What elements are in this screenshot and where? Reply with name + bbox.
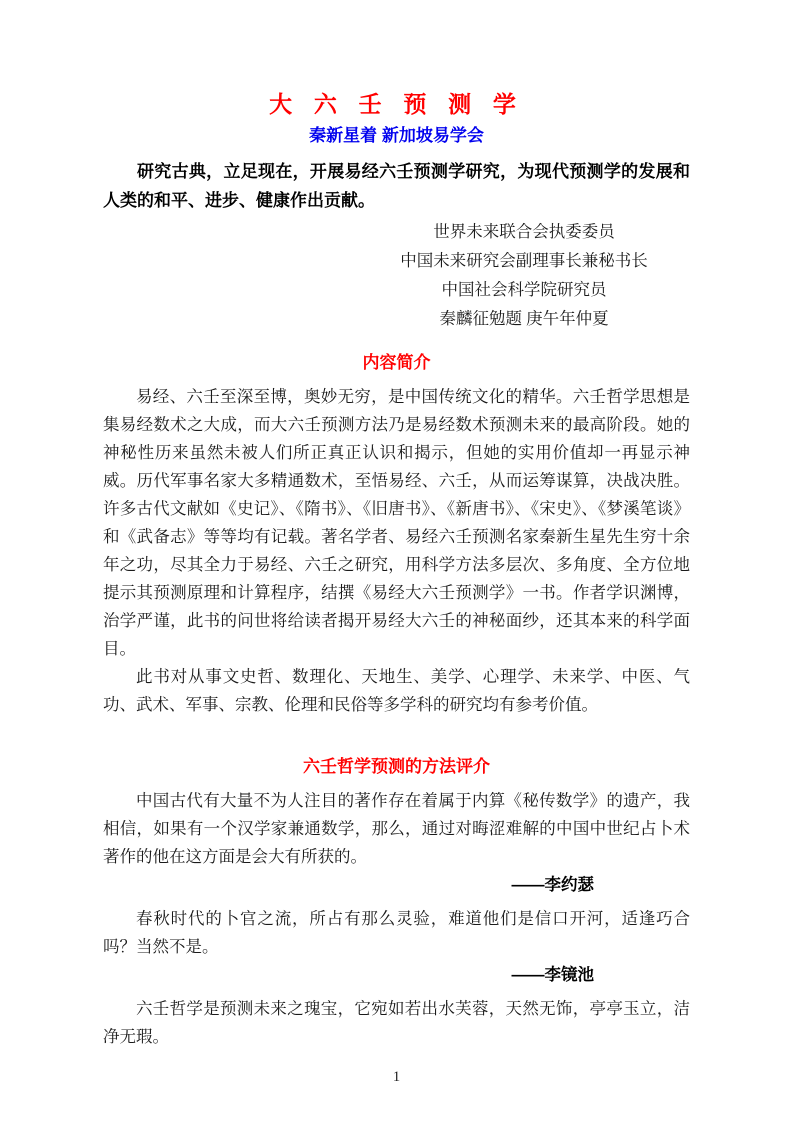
quote-attribution: ——李约瑟 [511,876,594,894]
body-paragraph: 易经、六壬至深至博，奥妙无穷，是中国传统文化的精华。六壬哲学思想是集易经数术之大成，而大六壬预测方法乃是易经数术预测未来的最高阶段。她的神秘性历来虽然未被人们所正真正认识和揭示，但她的实用价值却一再显示神威。历代军事名家大多精通数术，至悟易经、六壬，从而运筹谋算，决战决胜。许多古代文献如《史记》、《隋书》、《旧唐书》、《新唐书》、《宋史》、《梦溪笔谈》和《武备志》等等均有记载。著名学者、易经六壬预测名家秦新生星先生穷十余年之功，尽其全力于易经、六壬之研究，用科学方法多层次、多角度、全方位地提示其预测原理和计算程序，结撰《易经大六壬预测学》一书。作者学识渊博，治学严谨，此书的问世将给读者揭开易经大六壬的神秘面纱，还其本来的科学面目。 [103,387,690,658]
quote-paragraph: 春秋时代的卜官之流，所占有那么灵验，难道他们是信口开河，适逢巧合吗？当然不是。 [103,909,690,956]
quote-paragraph: 六壬哲学是预测未来之瑰宝，它宛如若出水芙蓉，天然无饰，亭亭玉立，洁净无瑕。 [103,999,690,1046]
credential-line: 中国未来研究会副理事长兼秘书长 [400,251,648,270]
quote-paragraph: 中国古代有大量不为人注目的著作存在着属于内算《秘传数学》的遗产，我相信，如果有一个汉学家兼通数学，那么，通过对晦涩难解的中国中世纪占卜术著作的他在这方面是会大有所获的。 [103,791,690,866]
mission-statement: 研究古典，立足现在，开展易经六壬预测学研究，为现代预测学的发展和人类的和平、进步、健康作出贡献。 [103,162,690,210]
body-paragraph: 此书对从事文史哲、数理化、天地生、美学、心理学、未来学、中医、气功、武术、军事、宗教、伦理和民俗等多学科的研究均有参考价值。 [103,667,690,714]
credentials-block [384,217,664,333]
quote-attribution: ——李镜池 [511,966,594,984]
section-heading-review: 六壬哲学预测的方法评介 [303,757,490,776]
page-title: 大 六 壬 预 测 学 [269,92,524,117]
section-heading-intro: 内容简介 [362,353,431,372]
byline: 秦新星着 新加坡易学会 [309,126,484,145]
credential-line: 世界未来联合会执委委员 [433,222,615,241]
credential-line: 中国社会科学院研究员 [441,280,607,299]
credential-line: 秦麟征勉题 庚午年仲夏 [439,309,609,328]
page-number: 1 [392,1069,401,1085]
